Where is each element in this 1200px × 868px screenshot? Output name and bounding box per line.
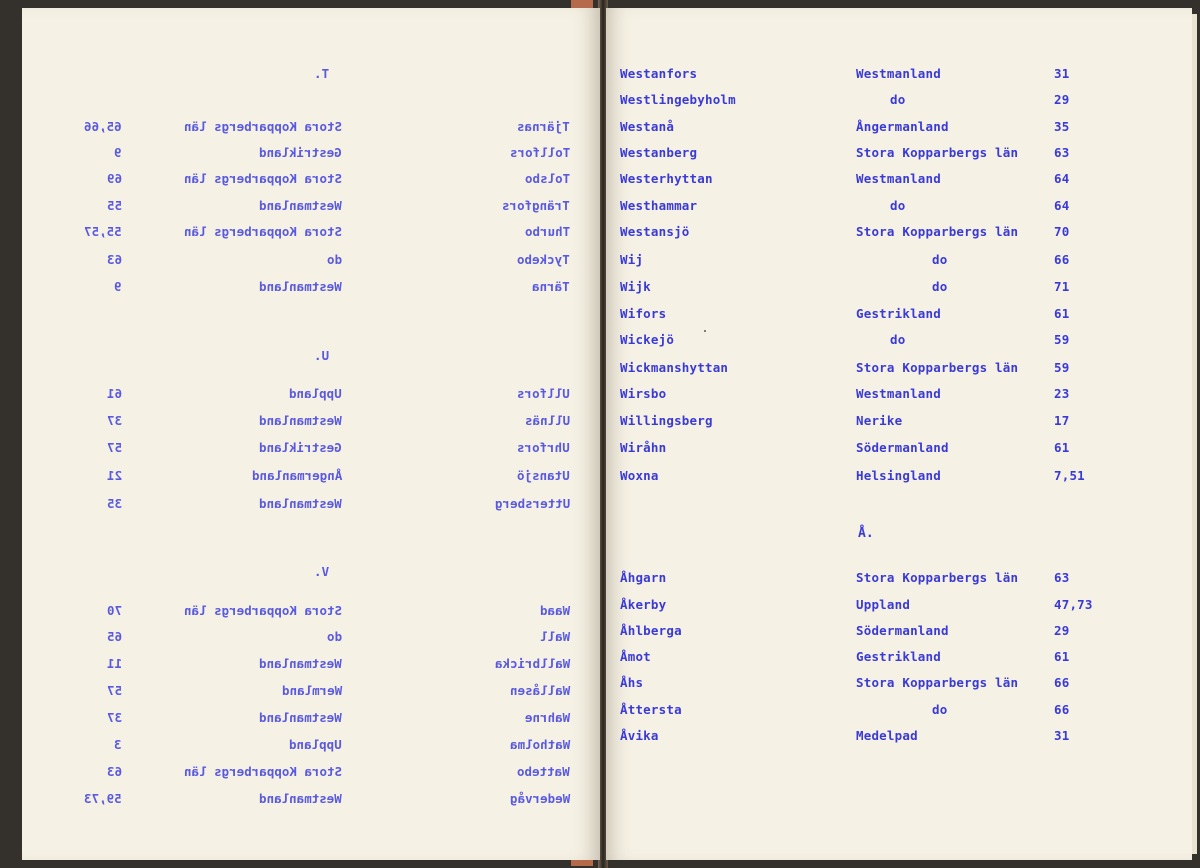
index-entry-row (606, 171, 1192, 193)
index-entry-page-number: 71 (1054, 279, 1070, 294)
ghost-entry-page-number: 37 (106, 413, 122, 428)
index-entry-a-row (606, 702, 1192, 724)
index-entry-a-region: do (932, 702, 948, 717)
index-entry-a-name: Åttersta (620, 702, 682, 717)
ghost-entry-region: do (326, 629, 342, 644)
index-entry-page-number: 63 (1054, 145, 1070, 160)
ghost-entry-region: Gestrikland (259, 440, 342, 455)
ghost-section-heading: U. (314, 348, 330, 363)
ghost-entry-name: Wallåsen (509, 683, 570, 698)
index-entry-page-number: 61 (1054, 306, 1070, 321)
index-entry-a-page-number: 29 (1054, 623, 1070, 638)
ghost-entry-name: Wall (539, 629, 570, 644)
ghost-entry-page-number: 63 (106, 764, 122, 779)
index-entry-name: Westanberg (620, 145, 698, 160)
index-entry-row (606, 468, 1192, 490)
ghost-entry-region: Westmanland (259, 710, 342, 725)
index-entry-name: Wij (620, 252, 644, 267)
ghost-entry-page-number: 61 (106, 386, 122, 401)
index-entry-name: Wirsbo (620, 386, 667, 401)
ghost-section-heading: T. (314, 66, 330, 81)
index-entry-row (606, 360, 1192, 382)
index-entry-region: Westmanland (856, 66, 941, 81)
index-entry-a-region: Gestrikland (856, 649, 941, 664)
index-entry-a-name: Åhlberga (620, 623, 682, 638)
ghost-entry-name: Waad (539, 603, 570, 618)
ghost-entry-name: Uhrfors (517, 440, 570, 455)
ghost-entry-region: Westmanland (259, 496, 342, 511)
index-entry-region: Nerike (856, 413, 903, 428)
ghost-entry-region: Westmanland (259, 413, 342, 428)
index-entry-name: Woxna (620, 468, 659, 483)
index-entry-name: Westlingebyholm (620, 92, 736, 107)
index-entry-name: Westansjö (620, 224, 690, 239)
ghost-entry-name: Wedervåg (509, 791, 570, 806)
ghost-entry-page-number: 70 (106, 603, 122, 618)
index-entry-page-number: 29 (1054, 92, 1070, 107)
ghost-entry-region: Stora Kopparbergs län (183, 171, 342, 186)
index-entry-row (606, 413, 1192, 435)
ghost-section-heading: V. (314, 564, 330, 579)
index-entry-row (606, 92, 1192, 114)
index-entry-name: Westerhyttan (620, 171, 713, 186)
index-entry-page-number: 59 (1054, 360, 1070, 375)
index-entry-page-number: 23 (1054, 386, 1070, 401)
index-entry-page-number: 35 (1054, 119, 1070, 134)
ghost-entry-page-number: 9 (114, 145, 122, 160)
ghost-entry-region: do (326, 252, 342, 267)
index-entry-row (606, 306, 1192, 328)
index-entry-a-name: Åmot (620, 649, 651, 664)
ghost-entry-page-number: 65 (106, 629, 122, 644)
ghost-entry-page-number: 3 (114, 737, 122, 752)
index-entry-row (606, 66, 1192, 88)
ghost-entry-page-number: 57 (106, 440, 122, 455)
ghost-entry-name: Ullfors (517, 386, 570, 401)
ghost-entry-page-number: 57 (106, 683, 122, 698)
index-entry-name: Wifors (620, 306, 667, 321)
index-entry-region: Stora Kopparbergs län (856, 224, 1019, 239)
index-entry-row (606, 224, 1192, 246)
index-entry-page-number: 64 (1054, 171, 1070, 186)
ghost-entry-name: Tollfors (509, 145, 570, 160)
ghost-entry-page-number: 63 (106, 252, 122, 267)
ghost-entry-page-number: 69 (106, 171, 122, 186)
index-entry-page-number: 17 (1054, 413, 1070, 428)
ghost-entry-name: Thurbo (524, 224, 570, 239)
index-entry-a-page-number: 63 (1054, 570, 1070, 585)
ghost-entry-name: Watholma (509, 737, 570, 752)
ghost-entry-name: Wattebo (517, 764, 570, 779)
ghost-entry-name: Trängfors (502, 198, 570, 213)
ghost-entry-region: Westmanland (259, 198, 342, 213)
ghost-entry-region: Wermland (281, 683, 342, 698)
paper-speck (704, 330, 706, 332)
index-entry-page-number: 61 (1054, 440, 1070, 455)
index-entry-row (606, 440, 1192, 462)
index-entry-name: Westhammar (620, 198, 698, 213)
ghost-entry-page-number: 59,73 (84, 791, 122, 806)
ghost-entry-name: Tärna (532, 279, 570, 294)
index-entry-page-number: 31 (1054, 66, 1070, 81)
index-entry-a-page-number: 61 (1054, 649, 1070, 664)
ghost-entry-region: Stora Kopparbergs län (183, 224, 342, 239)
index-entry-page-number: 70 (1054, 224, 1070, 239)
ghost-entry-region: Stora Kopparbergs län (183, 603, 342, 618)
ghost-entry-page-number: 11 (106, 656, 122, 671)
ghost-entry-region: Westmanland (259, 279, 342, 294)
right-page (606, 8, 1192, 860)
index-entry-row (606, 145, 1192, 167)
ghost-entry-name: Wallbricka (494, 656, 570, 671)
left-page (22, 8, 600, 860)
index-entry-region: Westmanland (856, 171, 941, 186)
ghost-entry-page-number: 65,66 (84, 119, 122, 134)
index-entry-a-name: Åvika (620, 728, 659, 743)
ghost-entry-name: Tolsbo (524, 171, 570, 186)
index-entry-a-row (606, 623, 1192, 645)
index-entry-region: do (890, 332, 906, 347)
ghost-entry-name: Tyckebo (517, 252, 570, 267)
ghost-entry-name: Wahrne (524, 710, 570, 725)
ghost-entry-name: Uttersberg (494, 496, 570, 511)
index-entry-a-name: Åkerby (620, 597, 667, 612)
ghost-entry-page-number: 21 (106, 468, 122, 483)
index-entry-name: Westanfors (620, 66, 698, 81)
index-entry-name: Wickmanshyttan (620, 360, 729, 375)
index-entry-region: do (890, 198, 906, 213)
index-entry-row (606, 198, 1192, 220)
index-entry-a-row (606, 649, 1192, 671)
ghost-entry-name: Tjärnas (517, 119, 570, 134)
index-entry-name: Westanå (620, 119, 675, 134)
index-entry-region: do (932, 252, 948, 267)
index-entry-a-page-number: 47,73 (1054, 597, 1093, 612)
index-entry-region: Stora Kopparbergs län (856, 360, 1019, 375)
index-entry-region: Westmanland (856, 386, 941, 401)
index-entry-region: Stora Kopparbergs län (856, 145, 1019, 160)
index-entry-name: Wijk (620, 279, 651, 294)
index-entry-region: Södermanland (856, 440, 949, 455)
ghost-entry-region: Westmanland (259, 791, 342, 806)
index-entry-page-number: 7,51 (1054, 468, 1085, 483)
ghost-entry-page-number: 35 (106, 496, 122, 511)
ghost-entry-name: Ullnäs (524, 413, 570, 428)
index-entry-a-page-number: 66 (1054, 675, 1070, 690)
index-entry-region: do (932, 279, 948, 294)
ghost-entry-region: Stora Kopparbergs län (183, 119, 342, 134)
index-entry-page-number: 59 (1054, 332, 1070, 347)
ghost-entry-region: Uppland (289, 737, 342, 752)
index-entry-a-region: Södermanland (856, 623, 949, 638)
index-entry-a-row (606, 570, 1192, 592)
index-entry-a-row (606, 728, 1192, 750)
ghost-entry-region: Gestrikland (259, 145, 342, 160)
index-entry-row (606, 386, 1192, 408)
index-entry-a-region: Stora Kopparbergs län (856, 570, 1019, 585)
ghost-entry-page-number: 37 (106, 710, 122, 725)
index-entry-a-page-number: 66 (1054, 702, 1070, 717)
index-entry-a-row (606, 597, 1192, 619)
index-entry-row (606, 252, 1192, 274)
index-entry-a-region: Uppland (856, 597, 911, 612)
index-entry-row (606, 332, 1192, 354)
index-entry-page-number: 64 (1054, 198, 1070, 213)
index-entry-a-region: Stora Kopparbergs län (856, 675, 1019, 690)
ghost-entry-region: Ångermanland (251, 468, 342, 483)
index-entry-a-name: Åhgarn (620, 570, 667, 585)
index-entry-a-page-number: 31 (1054, 728, 1070, 743)
ghost-entry-page-number: 55 (106, 198, 122, 213)
index-entry-a-name: Åhs (620, 675, 644, 690)
index-entry-page-number: 66 (1054, 252, 1070, 267)
ghost-entry-page-number: 55,57 (84, 224, 122, 239)
ghost-entry-region: Uppland (289, 386, 342, 401)
section-heading: Å. (858, 526, 874, 541)
index-entry-region: Ångermanland (856, 119, 949, 134)
index-entry-name: Willingsberg (620, 413, 713, 428)
index-entry-a-row (606, 675, 1192, 697)
index-entry-region: do (890, 92, 906, 107)
index-entry-a-region: Medelpad (856, 728, 918, 743)
ghost-entry-region: Stora Kopparbergs län (183, 764, 342, 779)
index-entry-region: Helsingland (856, 468, 941, 483)
ghost-entry-page-number: 9 (114, 279, 122, 294)
index-entry-row (606, 279, 1192, 301)
ghost-entry-name: Utansjö (517, 468, 570, 483)
index-entry-row (606, 119, 1192, 141)
index-entry-region: Gestrikland (856, 306, 941, 321)
index-entry-name: Wickejö (620, 332, 675, 347)
index-entry-name: Wiråhn (620, 440, 667, 455)
ghost-entry-region: Westmanland (259, 656, 342, 671)
